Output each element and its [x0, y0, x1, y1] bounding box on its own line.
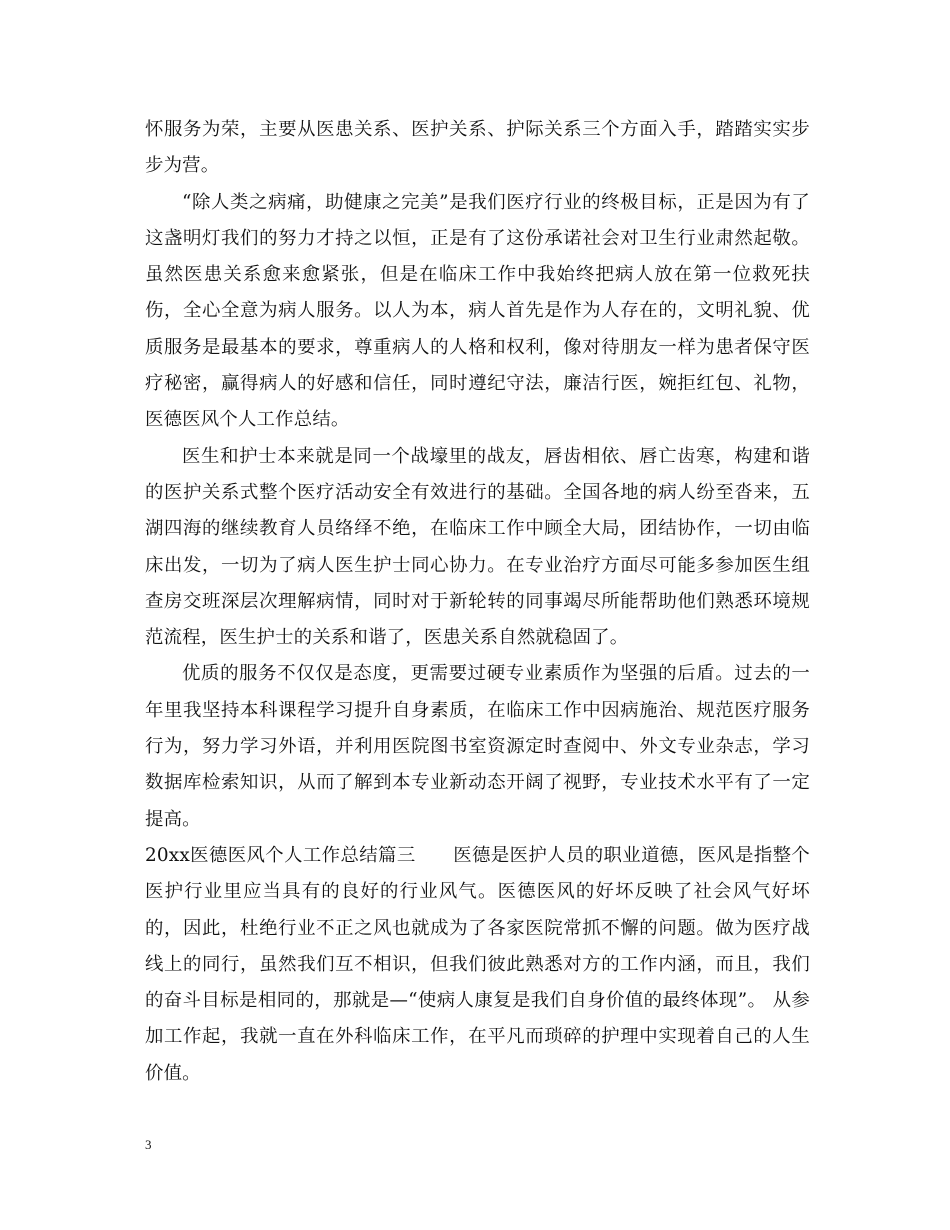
page-number: 3	[145, 1137, 152, 1152]
paragraph-3: 医生和护士本来就是同一个战壕里的战友，唇齿相依、唇亡齿寒，构建和谐的医护关系式整个医疗活动安全有效进行的基础。全国各地的病人纷至沓来，五湖四海的继续教育人员络绎不绝，在临床工作中顾全大局，团结协作，一切由临床出发，一切为了病人医生护士同心协力。在专业治疗方面尽可能多参加医生组查房交班深层次理解病情，同时对于新轮转的同事竭尽所能帮助他们熟悉环境规范流程，医生护士的关系和谐了，医患关系自然就稳固了。	[145, 445, 810, 649]
paragraph-5: 20xx医德医风个人工作总结篇三 医德是医护人员的职业道德，医风是指整个医护行业里应当具有的良好的行业风气。医德医风的好坏反映了社会风气好坏的，因此，杜绝行业不正之风也就成为了各家医院常抓不懈的问题。做为医疗战线上的同行，虽然我们互不相识，但我们彼此熟悉对方的工作内涵，而且，我们的奋斗目标是相同的，那就是—“使病人康复是我们自身价值的最终体现”。 从参加工作起，我就一直在外科临床工作，在平凡而琐碎的护理中实现着自己的人生价值。	[145, 844, 810, 1084]
paragraph-2: “除人类之病痛，助健康之完美”是我们医疗行业的终极目标，正是因为有了这盏明灯我们的努力才持之以恒，正是有了这份承诺社会对卫生行业肃然起敬。虽然医患关系愈来愈紧张，但是在临床工作中我始终把病人放在第一位救死扶伤，全心全意为病人服务。以人为本，病人首先是作为人存在的，文明礼貌、优质服务是最基本的要求，尊重病人的人格和权利，像对待朋友一样为患者保守医疗秘密，赢得病人的好感和信任，同时遵纪守法，廉洁行医，婉拒红包、礼物，医德医风个人工作总结。	[145, 191, 810, 431]
paragraph-1: 怀服务为荣，主要从医患关系、医护关系、护际关系三个方面入手，踏踏实实步步为营。	[145, 119, 810, 177]
document-page	[145, 112, 810, 1092]
paragraph-4: 优质的服务不仅仅是态度，更需要过硬专业素质作为坚强的后盾。过去的一年里我坚持本科课程学习提升自身素质，在临床工作中因病施治、规范医疗服务行为，努力学习外语，并利用医院图书室资源定时查阅中、外文专业杂志，学习数据库检索知识，从而了解到本专业新动态开阔了视野，专业技术水平有了一定提高。	[145, 663, 810, 830]
